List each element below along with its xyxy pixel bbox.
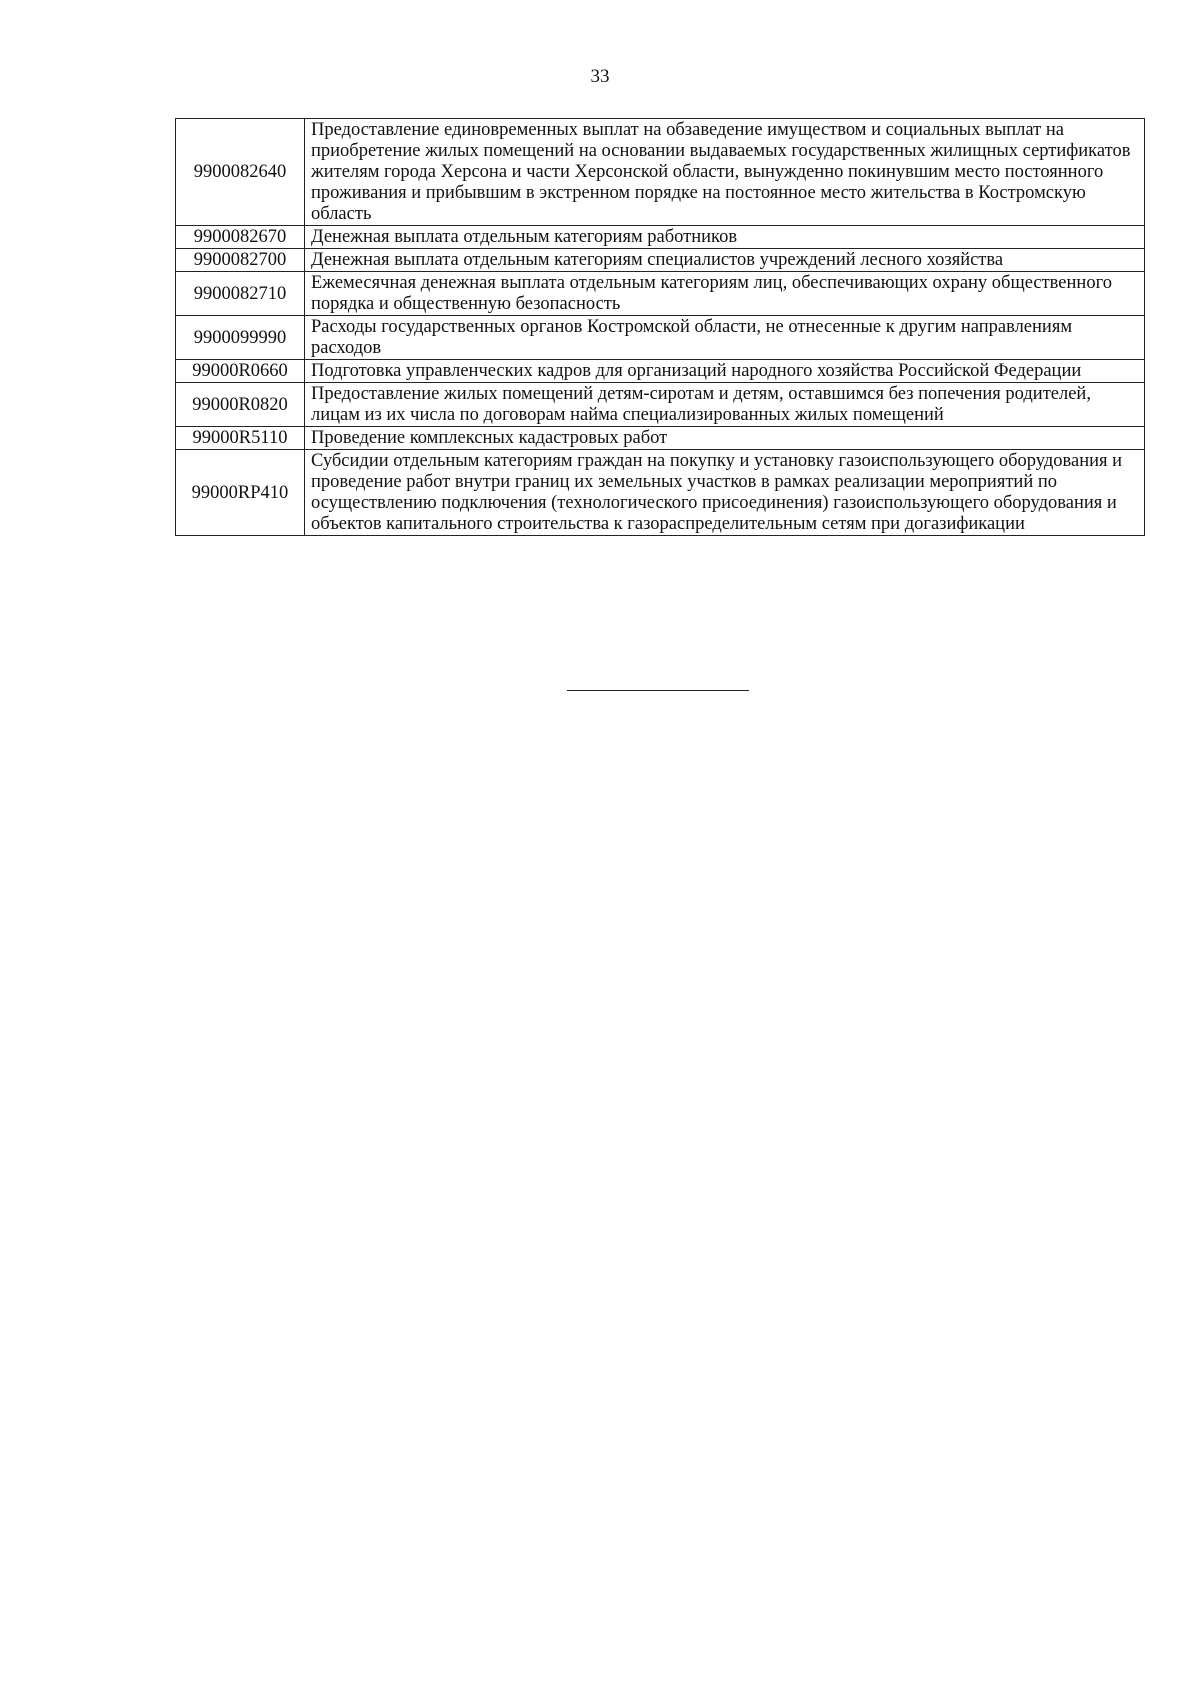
end-of-document-rule bbox=[567, 690, 749, 691]
row-code: 99000RP410 bbox=[176, 450, 305, 536]
row-description: Субсидии отдельным категориям граждан на покупку и установку газоиспользующего оборудования и проведение работ внутри границ их земельных участков в рамках реализации мероприятий по осуществлению подключения (технологического присоединения) газоиспользующего оборудования и объектов капитального строительства к газораспределительным сетям при догазификации bbox=[305, 450, 1145, 536]
row-description: Расходы государственных органов Костромской области, не отнесенные к другим направлениям расходов bbox=[305, 316, 1145, 360]
row-code: 9900082710 bbox=[176, 272, 305, 316]
page-number: 33 bbox=[590, 66, 610, 87]
table-row bbox=[176, 383, 1145, 427]
table-row bbox=[176, 450, 1145, 536]
row-code: 9900082640 bbox=[176, 119, 305, 226]
row-code: 9900082670 bbox=[176, 226, 305, 249]
table-row bbox=[176, 316, 1145, 360]
row-code: 9900082700 bbox=[176, 249, 305, 272]
row-code: 9900099990 bbox=[176, 316, 305, 360]
row-description: Ежемесячная денежная выплата отдельным категориям лиц, обеспечивающих охрану общественного порядка и общественную безопасность bbox=[305, 272, 1145, 316]
row-description: Предоставление жилых помещений детям-сиротам и детям, оставшимся без попечения родителей, лицам из их числа по договорам найма специализированных жилых помещений bbox=[305, 383, 1145, 427]
table-row bbox=[176, 226, 1145, 249]
row-code: 99000R5110 bbox=[176, 427, 305, 450]
row-code: 99000R0660 bbox=[176, 360, 305, 383]
row-description: Подготовка управленческих кадров для организаций народного хозяйства Российской Федерации bbox=[305, 360, 1145, 383]
table-row bbox=[176, 272, 1145, 316]
expense-codes-table bbox=[175, 118, 1145, 536]
table-row bbox=[176, 119, 1145, 226]
table-row bbox=[176, 427, 1145, 450]
table-row bbox=[176, 360, 1145, 383]
row-description: Предоставление единовременных выплат на обзаведение имуществом и социальных выплат на приобретение жилых помещений на основании выдаваемых государственных жилищных сертификатов жителям города Херсона и части Херсонской области, вынужденно покинувшим место постоянного проживания и прибывшим в экстренном порядке на постоянное место жительства в Костромскую область bbox=[305, 119, 1145, 226]
row-code: 99000R0820 bbox=[176, 383, 305, 427]
row-description: Денежная выплата отдельным категориям специалистов учреждений лесного хозяйства bbox=[305, 249, 1145, 272]
table-row bbox=[176, 249, 1145, 272]
row-description: Проведение комплексных кадастровых работ bbox=[305, 427, 1145, 450]
row-description: Денежная выплата отдельным категориям работников bbox=[305, 226, 1145, 249]
